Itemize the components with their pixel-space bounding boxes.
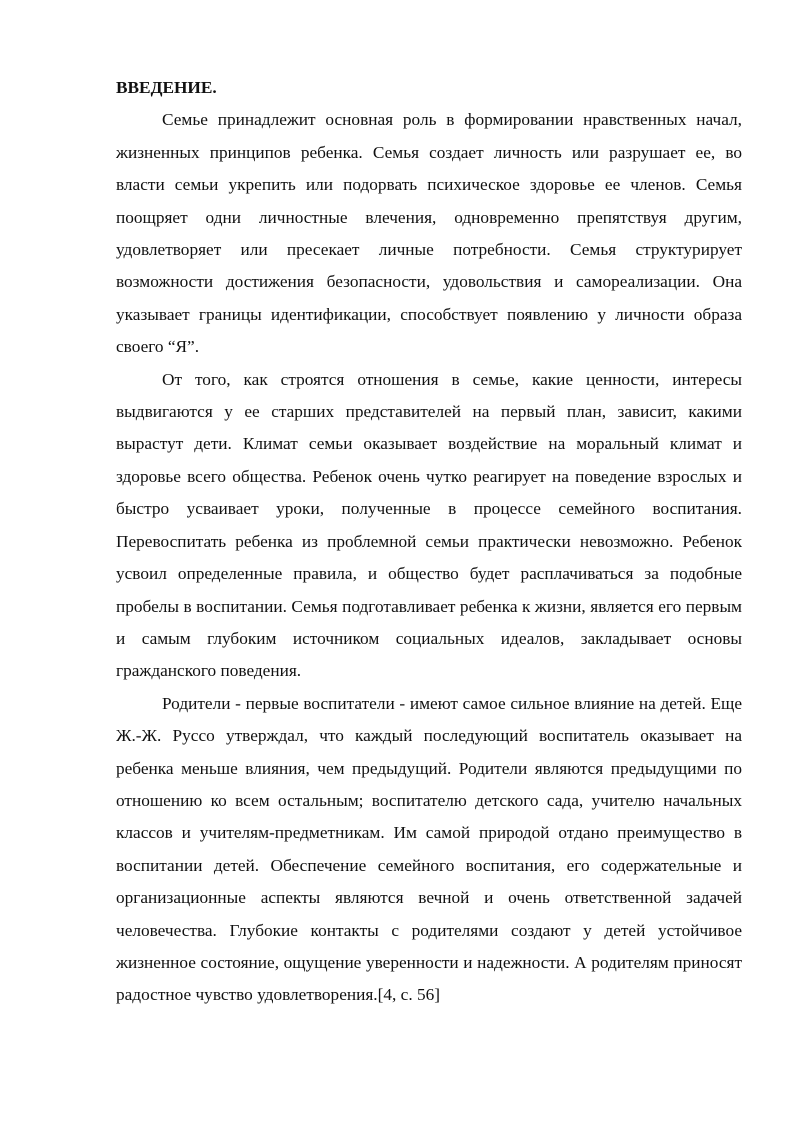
paragraph-family-relations: От того, как строятся отношения в семье, какие ценности, интересы выдвигаются у ее старших представителей на первый план, зависит, какими вырастут дети. Климат семьи оказывает воздействие на моральный климат и здоровье всего общества. Ребенок очень чутко реагирует на поведение взрослых и быстро усваивает уроки, полученные в процессе семейного воспитания. Перевоспитать ребенка из проблемной семьи практически невозможно. Ребенок усвоил определенные правила, и общество будет расплачиваться за подобные пробелы в воспитании. Семья подготавливает ребенка к жизни, является его первым и самым глубоким источником социальных идеалов, закладывает основы гражданского поведения. <box>116 369 742 681</box>
document-page <box>116 72 742 1012</box>
section-heading: ВВЕДЕНИЕ. <box>116 78 217 97</box>
paragraph-family-role: Семье принадлежит основная роль в формировании нравственных начал, жизненных принципов ребенка. Семья создает личность или разрушает ее, во власти семьи укрепить или подорвать психическое здоровье ее членов. Семья поощряет одни личностные влечения, одновременно препятствуя другим, удовлетворяет или пресекает личные потребности. Семья структурирует возможности достижения безопасности, удовольствия и самореализации. Она указывает границы идентификации, способствует появлению у личности образа своего “Я”. <box>116 110 742 357</box>
paragraph-parents-educators: Родители - первые воспитатели - имеют самое сильное влияние на детей. Еще Ж.-Ж. Руссо утверждал, что каждый последующий воспитатель оказывает на ребенка меньше влияния, чем предыдущий. Родители являются предыдущими по отношению ко всем остальным; воспитателю детского сада, учителю начальных классов и учителям-предметникам. Им самой природой отдано преимущество в воспитании детей. Обеспечение семейного воспитания, его содержательные и организационные аспекты являются вечной и очень ответственной задачей человечества. Глубокие контакты с родителями создают у детей устойчивое жизненное состояние, ощущение уверенности и надежности. А родителям приносят радостное чувство удовлетворения.[4, с. 56] <box>116 693 742 1005</box>
